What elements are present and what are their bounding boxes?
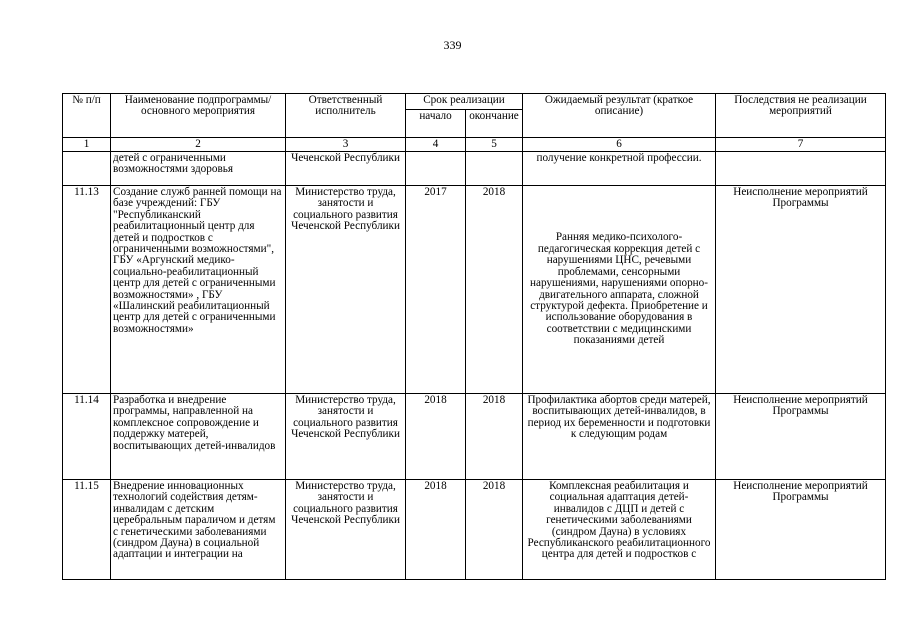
column-index: 5 [466,138,523,152]
cell-start: 2017 [406,186,466,394]
cell-end: 2018 [466,394,523,480]
table-row [63,186,886,394]
column-index-row [63,138,886,152]
column-index: 1 [63,138,111,152]
column-index: 3 [286,138,406,152]
cell-num: 11.15 [63,480,111,580]
cell-name: Внедрение инновационных технологий содействия детям-инвалидам с детским церебральным параличом и детям с генетическими заболеваниями (синдром Дауна) в социальной адаптации и интеграции на [111,480,286,580]
cell-start: 2018 [406,394,466,480]
column-index: 4 [406,138,466,152]
page-number: 339 [443,38,462,52]
header-start: начало [406,110,466,138]
header-responsible: Ответственный исполнитель [286,94,406,138]
header-term: Срок реализации [406,94,523,110]
cell-result: получение конкретной профессии. [523,152,716,186]
header-num: № п/п [63,94,111,138]
header-result: Ожидаемый результат (краткое описание) [523,94,716,138]
header-name: Наименование подпрограммы/ основного мероприятия [111,94,286,138]
cell-num: 11.14 [63,394,111,480]
cell-result: Комплексная реабилитация и социальная адаптация детей-инвалидов с ДЦП и детей с генетическими заболеваниями (синдром Дауна) в условиях Республиканского реабилитационного центра для детей и подростков с [523,480,716,580]
cell-consequences: Неисполнение мероприятий Программы [716,186,886,394]
cell-consequences: Неисполнение мероприятий Программы [716,394,886,480]
cell-consequences: Неисполнение мероприятий Программы [716,480,886,580]
header-end: окончание [466,110,523,138]
column-index: 2 [111,138,286,152]
column-index: 7 [716,138,886,152]
program-activities-table [62,93,886,580]
cell-num: 11.13 [63,186,111,394]
cell-responsible: Министерство труда, занятости и социального развития Чеченской Республики [286,394,406,480]
cell-end: 2018 [466,186,523,394]
cell-result: Ранняя медико-психолого-педагогическая коррекция детей с нарушениями ЦНС, речевыми проблемами, сенсорными нарушениями, нарушениями опорно-двигательного аппарата, сложной структурой дефекта. Приобретение и использование оборудования в соответствии с медицинскими показаниями детей [523,186,716,394]
column-index: 6 [523,138,716,152]
table-row [63,480,886,580]
cell-name: Разработка и внедрение программы, направленной на комплексное сопровождение и поддержку матерей, воспитывающих детей-инвалидов [111,394,286,480]
cell-responsible: Министерство труда, занятости и социального развития Чеченской Республики [286,480,406,580]
table-row-continuation [63,152,886,186]
cell-responsible: Министерство труда, занятости и социального развития Чеченской Республики [286,186,406,394]
cell-name: детей с ограниченными возможностями здоровья [111,152,286,186]
header-consequences: Последствия не реализации мероприятий [716,94,886,138]
cell-name: Создание служб ранней помощи на базе учреждений: ГБУ "Республиканский реабилитационный центр для детей и подростков с ограниченными возможностями", ГБУ «Аргунский медико-социально-реабилитационный центр для детей с ограниченными возможностями» , ГБУ «Шалинский реабилитационный центр для детей с ограниченными возможностями» [111,186,286,394]
cell-start: 2018 [406,480,466,580]
cell-end: 2018 [466,480,523,580]
cell-result: Профилактика абортов среди матерей, воспитывающих детей-инвалидов, в период их беременности и подготовки к следующим родам [523,394,716,480]
cell-responsible: Чеченской Республики [286,152,406,186]
table-row [63,394,886,480]
